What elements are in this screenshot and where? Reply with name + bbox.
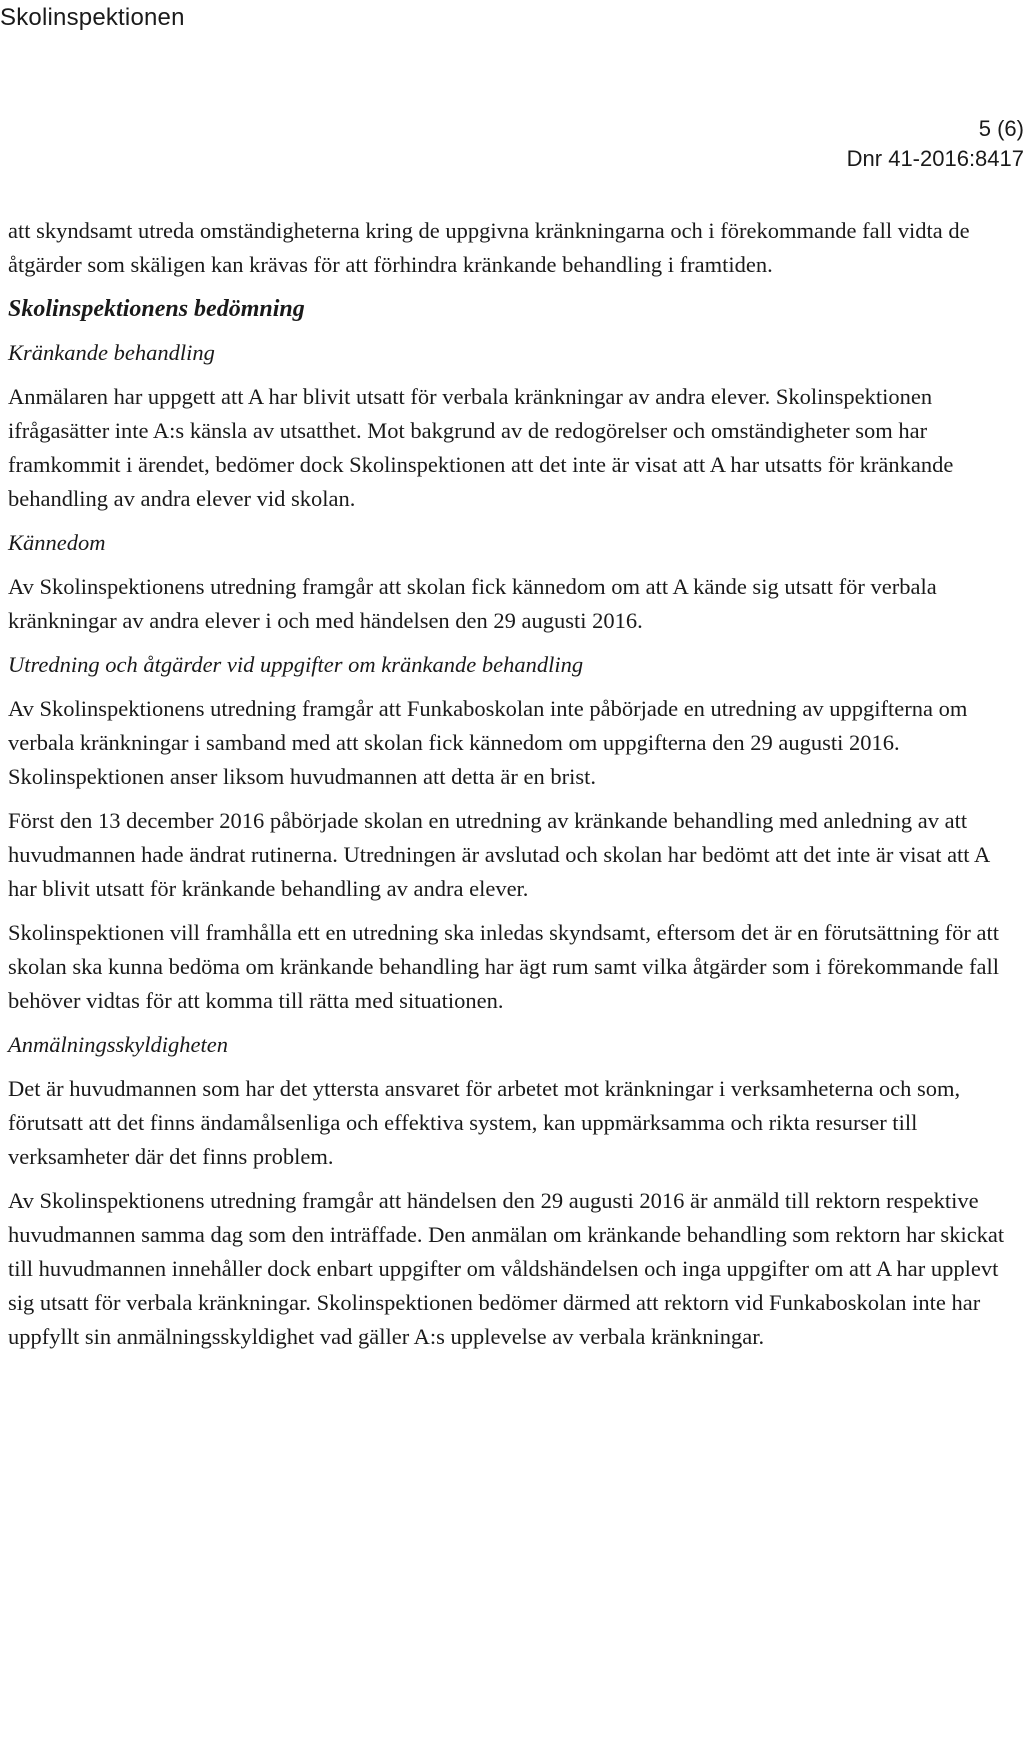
paragraph: Av Skolinspektionens utredning framgår att Funkaboskolan inte påbörjade en utredning av uppgifterna om verbala kränkningar i samband med att skolan fick kännedom om uppgifterna den 29 augusti 2016. Skolinspektionen anser liksom huvudmannen att detta är en brist. xyxy=(8,696,968,789)
organization-name: Skolinspektionen xyxy=(0,4,185,31)
paragraph: Anmälaren har uppgett att A har blivit utsatt för verbala kränkningar av andra elever. Skolinspektionen ifrågasätter inte A:s känsla av utsatthet. Mot bakgrund av de redogörelser och omständigheter som har framkommit i ärendet, bedömer dock Skolinspektionen att det inte är visat att A har utsatts för kränkande behandling av andra elever vid skolan. xyxy=(8,384,954,511)
document-reference-number: Dnr 41-2016:8417 xyxy=(846,146,1024,171)
paragraph: Av Skolinspektionens utredning framgår att händelsen den 29 augusti 2016 är anmäld till rektorn respektive huvudmannen samma dag som den inträffade. Den anmälan om kränkande behandling som rektorn har skickat till huvudmannen innehåller dock enbart uppgifter om våldshändelsen och inga uppgifter om att A har upplevt sig utsatt för verbala kränkningar. Skolinspektionen bedömer därmed att rektorn vid Funkaboskolan inte har uppfyllt sin anmälningsskyldighet vad gäller A:s upplevelse av verbala kränkningar. xyxy=(8,1188,1005,1349)
paragraph: Det är huvudmannen som har det yttersta ansvaret för arbetet mot kränkningar i verksamheterna och som, förutsatt att det finns ändamålsenliga och effektiva system, kan uppmärksamma och rikta resurser till verksamheter där det finns problem. xyxy=(8,1076,961,1169)
subheading-kannedom: Kännedom xyxy=(8,530,106,555)
subheading-krankande-behandling: Kränkande behandling xyxy=(8,340,215,365)
page-number: 5 (6) xyxy=(978,116,1024,141)
paragraph: Av Skolinspektionens utredning framgår att skolan fick kännedom om att A kände sig utsatt för verbala kränkningar av andra elever i och med händelsen den 29 augusti 2016. xyxy=(8,574,937,633)
paragraph: att skyndsamt utreda omständigheterna kring de uppgivna kränkningarna och i förekommande fall vidta de åtgärder som skäligen kan krävas för att förhindra kränkande behandling i framtiden. xyxy=(8,218,970,277)
subheading-anmalningsskyldigheten: Anmälningsskyldigheten xyxy=(8,1032,228,1057)
section-heading-assessment: Skolinspektionens bedömning xyxy=(8,296,305,322)
paragraph: Först den 13 december 2016 påbörjade skolan en utredning av kränkande behandling med anledning av att huvudmannen hade ändrat rutinerna. Utredningen är avslutad och skolan har bedömt att det inte är visat att A har blivit utsatt för kränkande behandling av andra elever. xyxy=(8,808,989,901)
subheading-utredning: Utredning och åtgärder vid uppgifter om kränkande behandling xyxy=(8,652,584,677)
document-body xyxy=(8,214,1012,1364)
paragraph: Skolinspektionen vill framhålla ett en utredning ska inledas skyndsamt, eftersom det är en förutsättning för att skolan ska kunna bedöma om kränkande behandling har ägt rum samt vilka åtgärder som i förekommande fall behöver vidtas för att komma till rätta med situationen. xyxy=(8,920,1000,1013)
